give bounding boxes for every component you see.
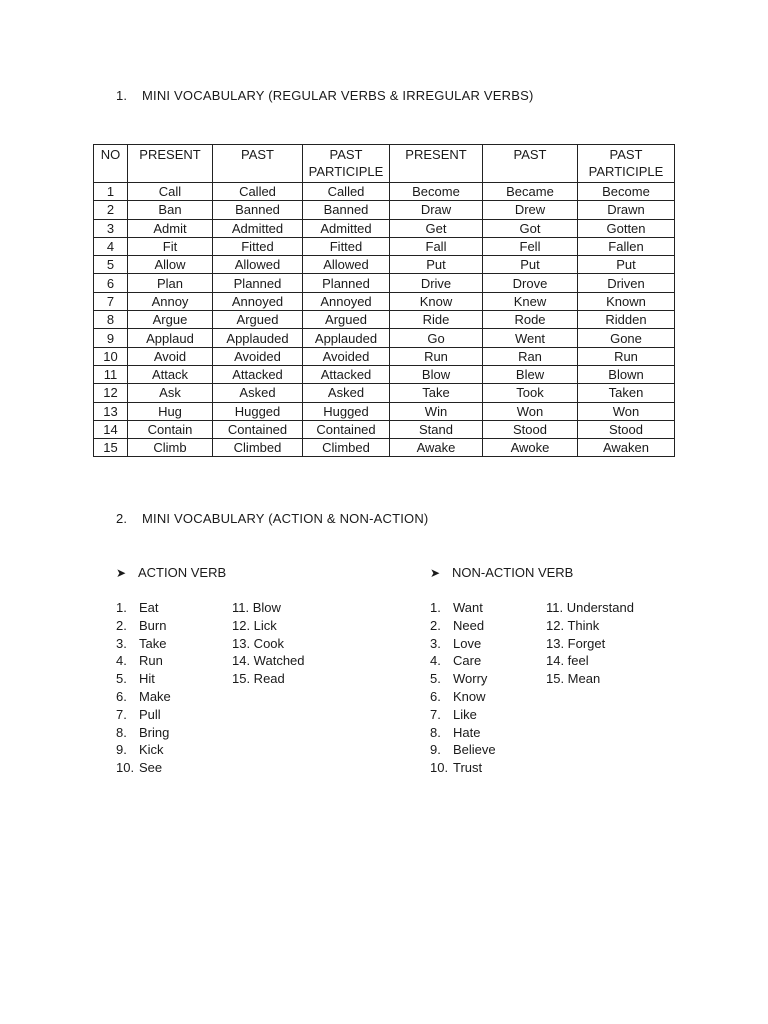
table-cell: 10	[94, 347, 128, 365]
list-item: 12. Lick	[232, 617, 277, 633]
list-item-number: 4.	[430, 653, 441, 669]
table-cell: Taken	[578, 384, 675, 402]
table-cell: Fitted	[303, 237, 390, 255]
table-cell: Annoyed	[303, 292, 390, 310]
list-item-word: Hit	[139, 671, 155, 687]
table-cell: Attacked	[303, 365, 390, 383]
list-item	[430, 670, 496, 688]
table-cell: Drove	[483, 274, 578, 292]
list-item	[116, 670, 171, 688]
table-cell: Fitted	[213, 237, 303, 255]
table-cell: Asked	[303, 384, 390, 402]
list-item-word: Worry	[453, 671, 488, 687]
list-item-number: 7.	[430, 706, 441, 722]
table-cell: Annoyed	[213, 292, 303, 310]
table-row	[94, 365, 675, 383]
table-cell: 6	[94, 274, 128, 292]
table-cell: Take	[390, 384, 483, 402]
table-cell: Ran	[483, 347, 578, 365]
table-cell: Hug	[128, 402, 213, 420]
non-action-verb-list-col2	[546, 599, 634, 688]
list-item	[430, 741, 496, 759]
list-item: 14. feel	[546, 653, 589, 669]
list-item	[116, 617, 171, 635]
table-cell: Applaud	[128, 329, 213, 347]
table-row	[94, 256, 675, 274]
list-item-word: Trust	[453, 760, 483, 776]
list-item-number: 1.	[430, 600, 441, 615]
table-cell: Argued	[303, 311, 390, 329]
table-cell: Applauded	[303, 329, 390, 347]
table-header-cell: NO	[94, 145, 128, 183]
table-cell: Drive	[390, 274, 483, 292]
list-item	[430, 724, 496, 742]
table-cell: Got	[483, 219, 578, 237]
table-row	[94, 237, 675, 255]
non-action-verb-list-col1	[430, 599, 496, 777]
list-item-word: Want	[453, 600, 483, 615]
table-cell: Won	[578, 402, 675, 420]
list-item-word: Like	[453, 706, 477, 722]
list-item-number: 10.	[430, 760, 449, 776]
table-cell: Hugged	[213, 402, 303, 420]
section-2-heading	[116, 511, 428, 526]
table-cell: Blew	[483, 365, 578, 383]
list-item: 14. Watched	[232, 653, 305, 669]
table-row	[94, 292, 675, 310]
list-item-number: 7.	[116, 706, 127, 722]
table-row	[94, 402, 675, 420]
table-cell: Known	[578, 292, 675, 310]
table-cell: Asked	[213, 384, 303, 402]
list-item	[116, 759, 171, 777]
table-cell: Admitted	[213, 219, 303, 237]
list-item-word: Take	[139, 635, 167, 651]
table-cell: 5	[94, 256, 128, 274]
list-item	[116, 688, 171, 706]
table-cell: 4	[94, 237, 128, 255]
table-cell: 14	[94, 420, 128, 438]
non-action-verb-title: NON-ACTION VERB	[452, 565, 574, 580]
list-item-number: 5.	[430, 671, 441, 687]
table-header-cell: PAST PARTICIPLE	[578, 145, 675, 183]
table-cell: Put	[578, 256, 675, 274]
table-cell: Contained	[303, 420, 390, 438]
table-cell: Planned	[213, 274, 303, 292]
table-cell: Stand	[390, 420, 483, 438]
table-cell: Fall	[390, 237, 483, 255]
arrow-bullet-icon: ➤	[430, 566, 441, 580]
table-cell: Blow	[390, 365, 483, 383]
table-cell: Plan	[128, 274, 213, 292]
table-cell: Driven	[578, 274, 675, 292]
list-item: 11. Blow	[232, 600, 281, 615]
table-cell: Rode	[483, 311, 578, 329]
table-cell: Took	[483, 384, 578, 402]
table-cell: Avoid	[128, 347, 213, 365]
list-item-word: Pull	[139, 706, 161, 722]
list-item	[430, 706, 496, 724]
section-2-number: 2.	[116, 511, 128, 526]
table-cell: Draw	[390, 201, 483, 219]
table-cell: Hugged	[303, 402, 390, 420]
table-cell: Argued	[213, 311, 303, 329]
list-item	[116, 706, 171, 724]
table-row	[94, 274, 675, 292]
table-header-row	[94, 145, 675, 183]
table-cell: 7	[94, 292, 128, 310]
list-item-word: Need	[453, 617, 485, 633]
table-cell: 1	[94, 183, 128, 201]
table-cell: Climbed	[213, 439, 303, 457]
list-item-word: Run	[139, 653, 163, 669]
list-item-word: Bring	[139, 724, 170, 740]
table-cell: Run	[390, 347, 483, 365]
table-cell: Fallen	[578, 237, 675, 255]
table-header-cell: PRESENT	[390, 145, 483, 183]
section-1-number: 1.	[116, 88, 128, 103]
table-row	[94, 420, 675, 438]
table-cell: Fit	[128, 237, 213, 255]
table-row	[94, 201, 675, 219]
action-verb-heading	[116, 565, 226, 580]
table-cell: Won	[483, 402, 578, 420]
table-cell: Drew	[483, 201, 578, 219]
table-cell: Contain	[128, 420, 213, 438]
list-item-word: Love	[453, 635, 482, 651]
list-item-number: 1.	[116, 600, 127, 615]
table-cell: 15	[94, 439, 128, 457]
list-item-word: Hate	[453, 724, 481, 740]
table-cell: 8	[94, 311, 128, 329]
table-cell: Attacked	[213, 365, 303, 383]
action-verb-list-col2	[232, 599, 305, 688]
table-cell: Gotten	[578, 219, 675, 237]
list-item-word: Know	[453, 688, 486, 704]
table-row	[94, 329, 675, 347]
table-cell: Awaken	[578, 439, 675, 457]
table-cell: Banned	[213, 201, 303, 219]
list-item-number: 9.	[430, 742, 441, 758]
list-item-word: Burn	[139, 617, 167, 633]
table-cell: 2	[94, 201, 128, 219]
table-cell: Allowed	[213, 256, 303, 274]
table-header-cell: PRESENT	[128, 145, 213, 183]
table-cell: Admitted	[303, 219, 390, 237]
table-cell: Went	[483, 329, 578, 347]
list-item: 15. Mean	[546, 671, 601, 687]
list-item-number: 5.	[116, 671, 127, 687]
list-item: 12. Think	[546, 617, 600, 633]
table-cell: Allow	[128, 256, 213, 274]
list-item-number: 8.	[430, 724, 441, 740]
list-item	[116, 599, 171, 617]
list-item	[430, 652, 496, 670]
table-cell: Gone	[578, 329, 675, 347]
table-header-cell: PAST	[483, 145, 578, 183]
table-cell: Run	[578, 347, 675, 365]
table-cell: Get	[390, 219, 483, 237]
list-item-word: See	[139, 760, 163, 776]
table-row	[94, 347, 675, 365]
table-cell: Avoided	[303, 347, 390, 365]
table-cell: Avoided	[213, 347, 303, 365]
list-item-number: 6.	[116, 688, 127, 704]
list-item-number: 3.	[430, 635, 441, 651]
list-item-number: 2.	[430, 617, 441, 633]
table-cell: Ban	[128, 201, 213, 219]
table-cell: Argue	[128, 311, 213, 329]
list-item: 15. Read	[232, 671, 285, 687]
list-item: 13. Forget	[546, 635, 606, 651]
table-cell: Blown	[578, 365, 675, 383]
list-item-number: 6.	[430, 688, 441, 704]
table-cell: Awoke	[483, 439, 578, 457]
table-cell: Contained	[213, 420, 303, 438]
table-body	[94, 183, 675, 457]
table-cell: Applauded	[213, 329, 303, 347]
list-item-word: Make	[139, 688, 171, 704]
table-cell: Go	[390, 329, 483, 347]
list-item	[116, 724, 171, 742]
table-cell: Ride	[390, 311, 483, 329]
table-cell: Ask	[128, 384, 213, 402]
table-cell: Drawn	[578, 201, 675, 219]
list-item	[430, 759, 496, 777]
table-cell: Called	[303, 183, 390, 201]
list-item: 11. Understand	[546, 600, 634, 615]
table-cell: Climb	[128, 439, 213, 457]
table-cell: Banned	[303, 201, 390, 219]
table-cell: 12	[94, 384, 128, 402]
table-header-cell: PAST PARTICIPLE	[303, 145, 390, 183]
table-cell: Awake	[390, 439, 483, 457]
table-cell: Call	[128, 183, 213, 201]
table-cell: Fell	[483, 237, 578, 255]
table-cell: Know	[390, 292, 483, 310]
arrow-bullet-icon: ➤	[116, 566, 127, 580]
list-item: 13. Cook	[232, 635, 285, 651]
table-row	[94, 311, 675, 329]
table-cell: Win	[390, 402, 483, 420]
list-item-number: 9.	[116, 742, 127, 758]
non-action-verb-heading	[430, 565, 573, 580]
table-header-cell: PAST	[213, 145, 303, 183]
table-cell: Attack	[128, 365, 213, 383]
table-row	[94, 219, 675, 237]
list-item-number: 10.	[116, 760, 135, 776]
table-cell: 13	[94, 402, 128, 420]
table-cell: Stood	[578, 420, 675, 438]
section-1-title: MINI VOCABULARY (REGULAR VERBS & IRREGULAR VERBS)	[142, 88, 534, 103]
list-item	[116, 652, 171, 670]
list-item-word: Eat	[139, 600, 159, 615]
section-1-heading	[116, 88, 533, 103]
table-cell: Became	[483, 183, 578, 201]
table-cell: Stood	[483, 420, 578, 438]
table-cell: Called	[213, 183, 303, 201]
list-item	[430, 617, 496, 635]
table-cell: Planned	[303, 274, 390, 292]
section-2-title: MINI VOCABULARY (ACTION & NON-ACTION)	[142, 511, 429, 526]
list-item-number: 8.	[116, 724, 127, 740]
table-row	[94, 384, 675, 402]
list-item	[430, 635, 496, 653]
table-cell: Become	[578, 183, 675, 201]
table-cell: Put	[390, 256, 483, 274]
table-cell: Become	[390, 183, 483, 201]
table-cell: 9	[94, 329, 128, 347]
table-cell: Annoy	[128, 292, 213, 310]
table-cell: 3	[94, 219, 128, 237]
table-cell: Put	[483, 256, 578, 274]
list-item-number: 4.	[116, 653, 127, 669]
table-row	[94, 183, 675, 201]
table-cell: 11	[94, 365, 128, 383]
list-item	[116, 635, 171, 653]
action-verb-title: ACTION VERB	[138, 565, 227, 580]
list-item-number: 3.	[116, 635, 127, 651]
list-item	[116, 741, 171, 759]
table-cell: Knew	[483, 292, 578, 310]
list-item-word: Kick	[139, 742, 164, 758]
list-item-word: Care	[453, 653, 482, 669]
table-cell: Ridden	[578, 311, 675, 329]
list-item-word: Believe	[453, 742, 496, 758]
list-item	[430, 688, 496, 706]
action-verb-list-col1	[116, 599, 171, 777]
list-item-number: 2.	[116, 617, 127, 633]
verb-table	[93, 144, 675, 457]
table-cell: Admit	[128, 219, 213, 237]
list-item	[430, 599, 496, 617]
table-cell: Allowed	[303, 256, 390, 274]
table-row	[94, 439, 675, 457]
table-cell: Climbed	[303, 439, 390, 457]
